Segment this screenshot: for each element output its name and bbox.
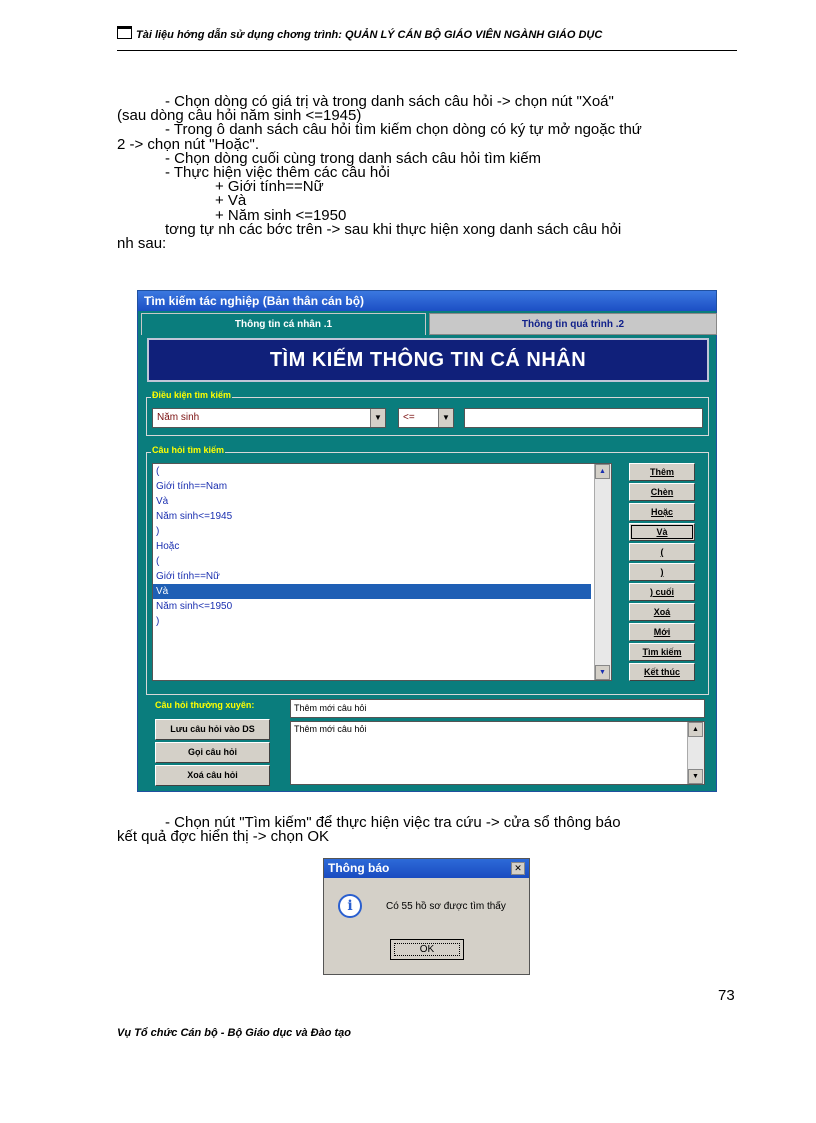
delete-button[interactable]: Xoá (629, 603, 695, 621)
scroll-down-icon[interactable]: ▼ (688, 769, 703, 784)
scroll-down-icon[interactable]: ▼ (595, 665, 610, 680)
body-line: - Chọn dòng cuối cùng trong danh sách câu hỏi tìm kiếm (165, 149, 542, 167)
window-title: Tìm kiếm tác nghiệp (Bản thân cán bộ) (138, 291, 716, 311)
instructions (117, 95, 729, 251)
frequent-list[interactable] (290, 721, 705, 785)
body-line: - Trong ô danh sách câu hỏi tìm kiếm chọn dòng có ký tự mở ngoặc thứ (165, 121, 642, 139)
frequent-scrollbar[interactable] (687, 722, 704, 784)
search-window (137, 290, 717, 792)
open-paren-button[interactable]: ( (629, 543, 695, 561)
close-paren-end-button[interactable]: ) cuối (629, 583, 695, 601)
chevron-down-icon[interactable]: ▼ (438, 409, 453, 427)
frequent-input[interactable]: Thêm mới câu hỏi (290, 699, 705, 718)
scroll-up-icon[interactable]: ▲ (595, 464, 610, 479)
add-button[interactable]: Thêm (629, 463, 695, 481)
header-text: Tài liệu hớng dẫn sử dụng chơng trình: QUẢN LÝ CÁN BỘ GIÁO VIÊN NGÀNH GIÁO DỤC (136, 29, 603, 41)
page-header (117, 26, 737, 41)
chevron-down-icon[interactable]: ▼ (370, 409, 385, 427)
list-scrollbar[interactable] (594, 464, 611, 680)
close-icon[interactable]: ✕ (511, 862, 525, 875)
tab-personal-info[interactable]: Thông tin cá nhân .1 (141, 313, 426, 335)
list-item[interactable]: Giới tính==Nữ (156, 571, 220, 582)
after-instructions (117, 816, 729, 844)
header-rule (117, 50, 737, 51)
body-line: - Chọn nút "Tìm kiếm" để thực hiện việc tra cứu -> cửa sổ thông báo (165, 814, 621, 831)
close-paren-button[interactable]: ) (629, 563, 695, 581)
book-icon (117, 26, 132, 39)
body-line: + Và (215, 192, 247, 210)
page-footer: Vụ Tổ chức Cán bộ - Bộ Giáo dục và Đào tạo (117, 1027, 351, 1039)
ok-button[interactable] (390, 939, 464, 960)
list-item[interactable]: Giới tính==Nam (156, 481, 228, 492)
info-icon: i (338, 894, 362, 918)
list-item[interactable]: Và (153, 584, 591, 599)
body-line: tơng tự nh các bớc trên -> sau khi thực hiện xong danh sách câu hỏi (165, 220, 622, 238)
save-question-button[interactable]: Lưu câu hỏi vào DS (155, 719, 270, 740)
questions-list[interactable] (152, 463, 612, 681)
finish-button[interactable]: Kết thúc (629, 663, 695, 681)
body-line: kết quả đợc hiển thị -> chọn OK (117, 828, 330, 846)
body-line: + Giới tính==Nữ (215, 178, 324, 196)
list-item[interactable]: ) (156, 526, 160, 537)
call-question-button[interactable]: Gọi câu hỏi (155, 742, 270, 763)
and-button[interactable]: Và (629, 523, 695, 541)
page-number: 73 (718, 987, 735, 1004)
body-line: - Thực hiện việc thêm các câu hỏi (165, 164, 390, 182)
body-line: nh sau: (117, 235, 167, 253)
list-item[interactable]: ( (156, 556, 160, 567)
body-line: (sau dòng câu hỏi năm sinh <=1945) (117, 107, 362, 125)
operator-select-value: <= (403, 412, 415, 423)
body-line: - Chọn dòng có giá trị và trong danh sách câu hỏi -> chọn nút "Xoá" (165, 93, 614, 110)
list-item[interactable]: Và (156, 496, 169, 507)
delete-question-button[interactable]: Xoá câu hỏi (155, 765, 270, 786)
tab-bar (141, 313, 716, 335)
value-input[interactable] (464, 408, 703, 428)
dialog-message: Có 55 hồ sơ được tìm thấy (386, 901, 506, 912)
search-button[interactable]: Tìm kiếm (629, 643, 695, 661)
new-button[interactable]: Mới (629, 623, 695, 641)
list-item[interactable]: Năm sinh<=1950 (156, 601, 233, 612)
condition-label: Điều kiện tìm kiếm (152, 390, 232, 400)
list-item[interactable]: Hoặc (156, 541, 180, 552)
insert-button[interactable]: Chèn (629, 483, 695, 501)
frequent-list-item[interactable]: Thêm mới câu hỏi (294, 724, 367, 734)
list-item[interactable]: Năm sinh<=1945 (156, 511, 233, 522)
ok-label: OK (419, 944, 435, 955)
operator-select[interactable] (398, 408, 454, 428)
list-item[interactable]: ) (156, 616, 160, 627)
field-select[interactable] (152, 408, 386, 428)
banner-title: TÌM KIẾM THÔNG TIN CÁ NHÂN (147, 338, 709, 382)
frequent-label: Câu hỏi thường xuyên: (155, 700, 255, 710)
body-line: 2 -> chọn nút "Hoặc". (117, 135, 259, 153)
questions-label: Câu hỏi tìm kiếm (152, 445, 225, 455)
list-item[interactable]: ( (156, 466, 160, 477)
or-button[interactable]: Hoặc (629, 503, 695, 521)
message-dialog (323, 858, 530, 975)
dialog-title: Thông báo (324, 859, 529, 878)
field-select-value: Năm sinh (157, 412, 200, 423)
scroll-up-icon[interactable]: ▲ (688, 722, 703, 737)
body-line: + Năm sinh <=1950 (215, 206, 347, 224)
tab-history-info[interactable]: Thông tin quá trình .2 (429, 313, 717, 335)
